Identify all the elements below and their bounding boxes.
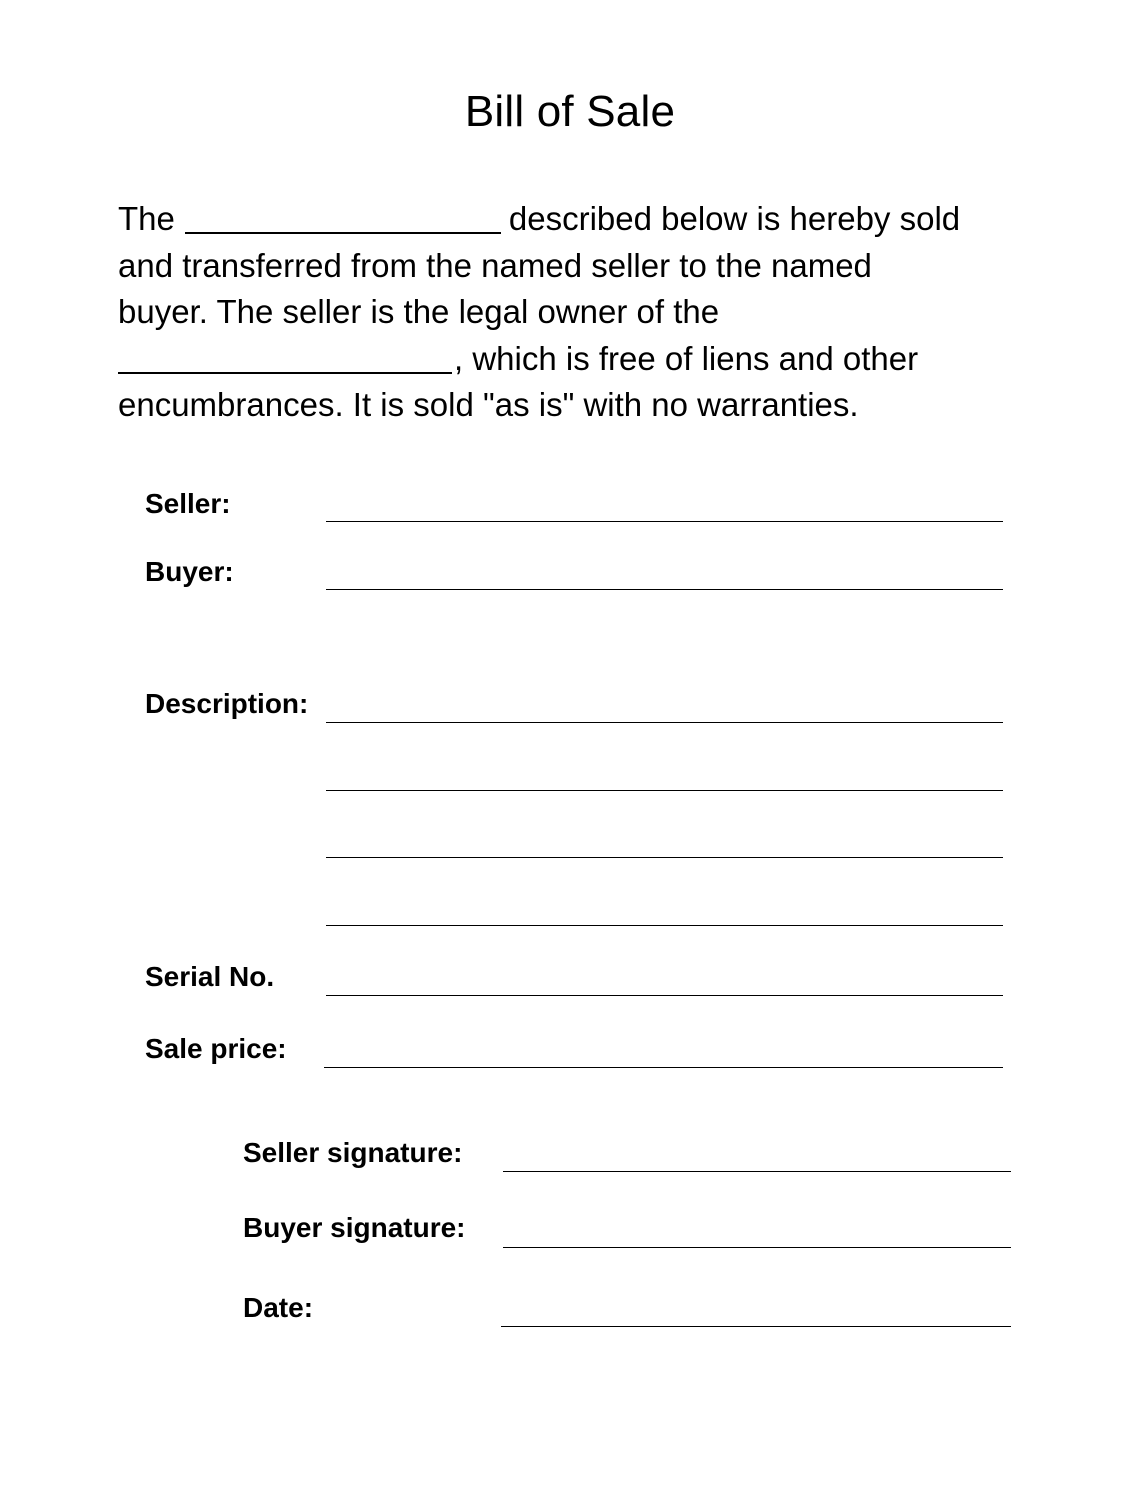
paragraph-line-2: and transferred from the named seller to the named <box>118 246 872 284</box>
paragraph-text: The <box>118 200 175 237</box>
serial-label: Serial No. <box>145 961 275 992</box>
seller-signature-label: Seller signature: <box>243 1137 463 1168</box>
description-line-2[interactable] <box>326 790 1003 791</box>
paragraph-line-4 <box>118 336 1018 383</box>
item-blank[interactable] <box>185 206 501 234</box>
paragraph-line-3: buyer. The seller is the legal owner of the <box>118 293 720 330</box>
paragraph-line-5: encumbrances. It is sold "as is" with no warranties. <box>118 386 859 423</box>
serial-line[interactable] <box>326 995 1003 996</box>
buyer-signature-label: Buyer signature: <box>243 1212 466 1243</box>
item-blank-2[interactable] <box>118 346 452 374</box>
seller-label: Seller: <box>145 488 231 519</box>
description-line-1[interactable] <box>326 722 1003 723</box>
seller-line[interactable] <box>326 521 1003 522</box>
sale-price-line[interactable] <box>324 1067 1003 1068</box>
description-line-4[interactable] <box>326 925 1003 926</box>
paragraph-text: , which is free of liens and other <box>454 339 919 377</box>
buyer-signature-line[interactable] <box>503 1247 1011 1248</box>
paragraph-text: described below is hereby sold <box>508 200 961 237</box>
document-title: Bill of Sale <box>464 87 676 136</box>
description-label: Description: <box>145 688 309 719</box>
date-line[interactable] <box>501 1326 1011 1327</box>
date-label: Date: <box>243 1292 314 1323</box>
seller-signature-line[interactable] <box>503 1171 1011 1172</box>
sale-price-label: Sale price: <box>145 1033 287 1064</box>
paragraph-line-1 <box>118 196 1018 243</box>
buyer-line[interactable] <box>326 589 1003 590</box>
intro-paragraph <box>118 196 1018 429</box>
description-line-3[interactable] <box>326 857 1003 858</box>
buyer-label: Buyer: <box>145 556 234 587</box>
